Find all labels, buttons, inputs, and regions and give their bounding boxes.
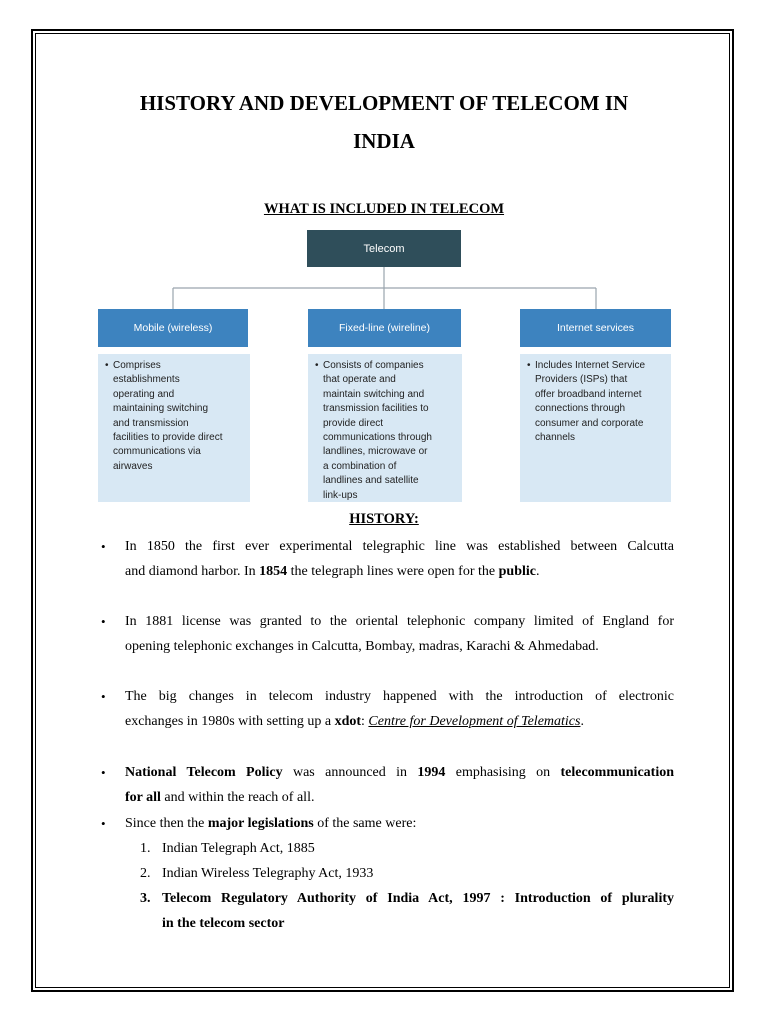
desc-fixed-line xyxy=(308,354,462,502)
paragraph-line: exchanges in 1980s with setting up a xdot: Centre for Development of Telematics. xyxy=(125,714,584,729)
bullet-5: • xyxy=(101,816,106,831)
desc-line: offer broadband internet xyxy=(535,388,642,400)
desc-line: consumer and corporate xyxy=(535,417,644,429)
category-mobile xyxy=(98,309,248,347)
category-mobile-label: Mobile (wireless) xyxy=(133,322,213,334)
list-text-line: Telecom Regulatory Authority of India Act, 1997 : Introduction of plurality xyxy=(162,891,674,906)
title-line-1: HISTORY AND DEVELOPMENT OF TELECOM IN xyxy=(139,91,629,115)
desc-line: operating and xyxy=(113,388,175,400)
list-text: Indian Telegraph Act, 1885 xyxy=(162,841,315,856)
paragraph-line: In 1850 the first ever experimental telegraphic line was established between Calcutta xyxy=(125,539,674,554)
paragraph-line: for all and within the reach of all. xyxy=(125,790,315,805)
desc-line: communications through xyxy=(323,432,432,444)
cdot-link-text: Centre for Development of Telematics xyxy=(368,714,581,729)
page-title xyxy=(60,84,708,160)
history-paragraph-2 xyxy=(125,609,674,659)
category-internet-label: Internet services xyxy=(556,322,635,334)
paragraph-line: opening telephonic exchanges in Calcutta, Bombay, madras, Karachi & Ahmedabad. xyxy=(125,639,599,654)
paragraph-line: The big changes in telecom industry happened with the introduction of electronic xyxy=(125,689,674,704)
list-number: 1. xyxy=(140,841,151,856)
section-heading-history: HISTORY: xyxy=(349,511,419,527)
title-line-2: INDIA xyxy=(353,129,415,153)
desc-line: landlines, microwave or xyxy=(323,446,428,458)
desc-line: landlines and satellite xyxy=(323,475,419,487)
paragraph-line: Since then the major legislations of the same were: xyxy=(125,816,417,831)
list-number: 3. xyxy=(140,891,151,906)
diagram-root-node xyxy=(307,230,461,267)
desc-line: link-ups xyxy=(323,489,358,501)
desc-line: channels xyxy=(535,432,576,444)
desc-line: transmission facilities to xyxy=(323,403,429,415)
category-fixed-line xyxy=(308,309,461,347)
desc-line: airwaves xyxy=(113,460,153,472)
desc-line: Providers (ISPs) that xyxy=(535,374,628,386)
list-text xyxy=(162,886,674,936)
bullet-2: • xyxy=(101,614,106,629)
list-text-line: in the telecom sector xyxy=(162,916,285,931)
history-paragraph-5 xyxy=(125,811,674,836)
desc-line: Includes Internet Service xyxy=(535,360,646,371)
desc-line: that operate and xyxy=(323,374,396,386)
desc-line: a combination of xyxy=(323,460,397,472)
bullet-3: • xyxy=(101,689,106,704)
history-paragraph-4 xyxy=(125,760,674,810)
desc-line: establishments xyxy=(113,374,180,386)
history-paragraph-1 xyxy=(125,534,674,584)
section-heading-included: WHAT IS INCLUDED IN TELECOM xyxy=(263,201,505,217)
bullet-1: • xyxy=(101,539,106,554)
desc-line: and transmission xyxy=(113,417,189,429)
desc-internet xyxy=(520,354,671,502)
list-number: 2. xyxy=(140,866,151,881)
category-internet xyxy=(520,309,671,347)
desc-bullet: • xyxy=(315,360,319,371)
desc-line: provide direct xyxy=(323,417,384,429)
desc-mobile xyxy=(98,354,250,502)
desc-line: Comprises xyxy=(113,360,161,371)
diagram-root-label: Telecom xyxy=(363,242,405,255)
desc-bullet: • xyxy=(527,360,531,371)
list-text: Indian Wireless Telegraphy Act, 1933 xyxy=(162,866,374,881)
desc-line: maintaining switching xyxy=(113,403,209,415)
desc-line: Consists of companies xyxy=(323,360,424,371)
paragraph-line: and diamond harbor. In 1854 the telegraph lines were open for the public. xyxy=(125,564,540,579)
paragraph-line: National Telecom Policy was announced in 1994 emphasising on telecommunication xyxy=(125,765,674,780)
category-fixed-line-label: Fixed-line (wireline) xyxy=(338,322,431,334)
history-paragraph-3 xyxy=(125,684,674,734)
desc-line: maintain switching and xyxy=(323,388,425,400)
desc-bullet: • xyxy=(105,360,109,371)
desc-line: facilities to provide direct xyxy=(113,432,223,444)
telecom-diagram xyxy=(97,228,671,502)
bullet-4: • xyxy=(101,765,106,780)
paragraph-line: In 1881 license was granted to the oriental telephonic company limited of England for xyxy=(125,614,674,629)
desc-line: connections through xyxy=(535,403,626,415)
desc-line: communications via xyxy=(113,446,201,458)
